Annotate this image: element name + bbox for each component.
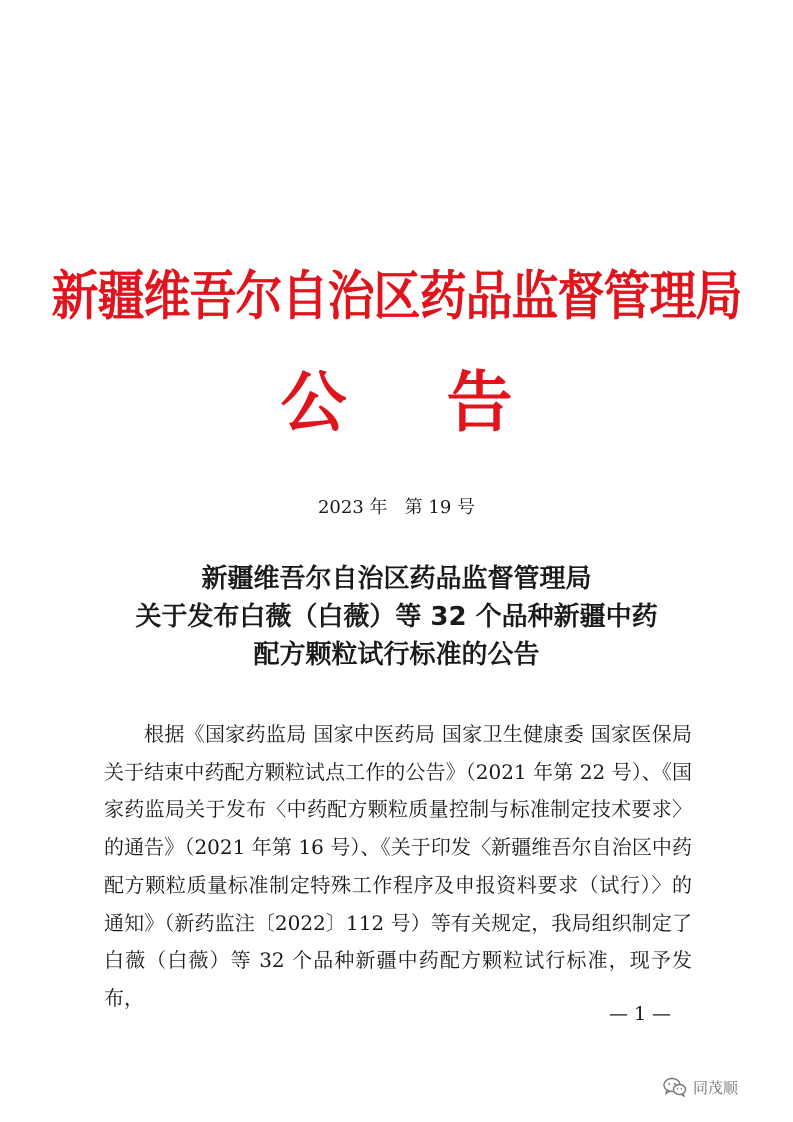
page-number: — 1 —	[608, 1003, 672, 1025]
body-paragraph: 根据《国家药监局 国家中医药局 国家卫生健康委 国家医保局关于结束中药配方颗粒试点工作的公告》（2021 年第 22 号）、《国家药监局关于发布〈中药配方颗粒质量控制与标准制定技术要求〉的通告》（2021 年第 16 号）、《关于印发〈新疆维吾尔自治区中药配方颗粒质量标准制定特殊工作程序及申报资料要求（试行）〉的通知》（新药监注〔2022〕112 号）等有关规定，我局组织制定了白薇（白薇）等 32 个品种新疆中药配方颗粒试行标准，现予发布，	[104, 722, 692, 1010]
notice-title-line-1: 新疆维吾尔自治区药品监督管理局	[201, 564, 592, 594]
document-number: 2023 年 第 19 号	[317, 497, 476, 518]
notice-title-line-3: 配方颗粒试行标准的公告	[253, 640, 540, 670]
notice-title	[0, 560, 793, 674]
agency-title: 新疆维吾尔自治区药品监督管理局	[51, 265, 742, 328]
watermark-label: 同茂顺	[693, 1078, 739, 1097]
wechat-icon	[663, 1077, 687, 1097]
document-kind-title: 公告	[280, 363, 613, 441]
watermark	[663, 1074, 738, 1100]
notice-title-line-2: 关于发布白薇（白薇）等 32 个品种新疆中药	[135, 602, 658, 632]
